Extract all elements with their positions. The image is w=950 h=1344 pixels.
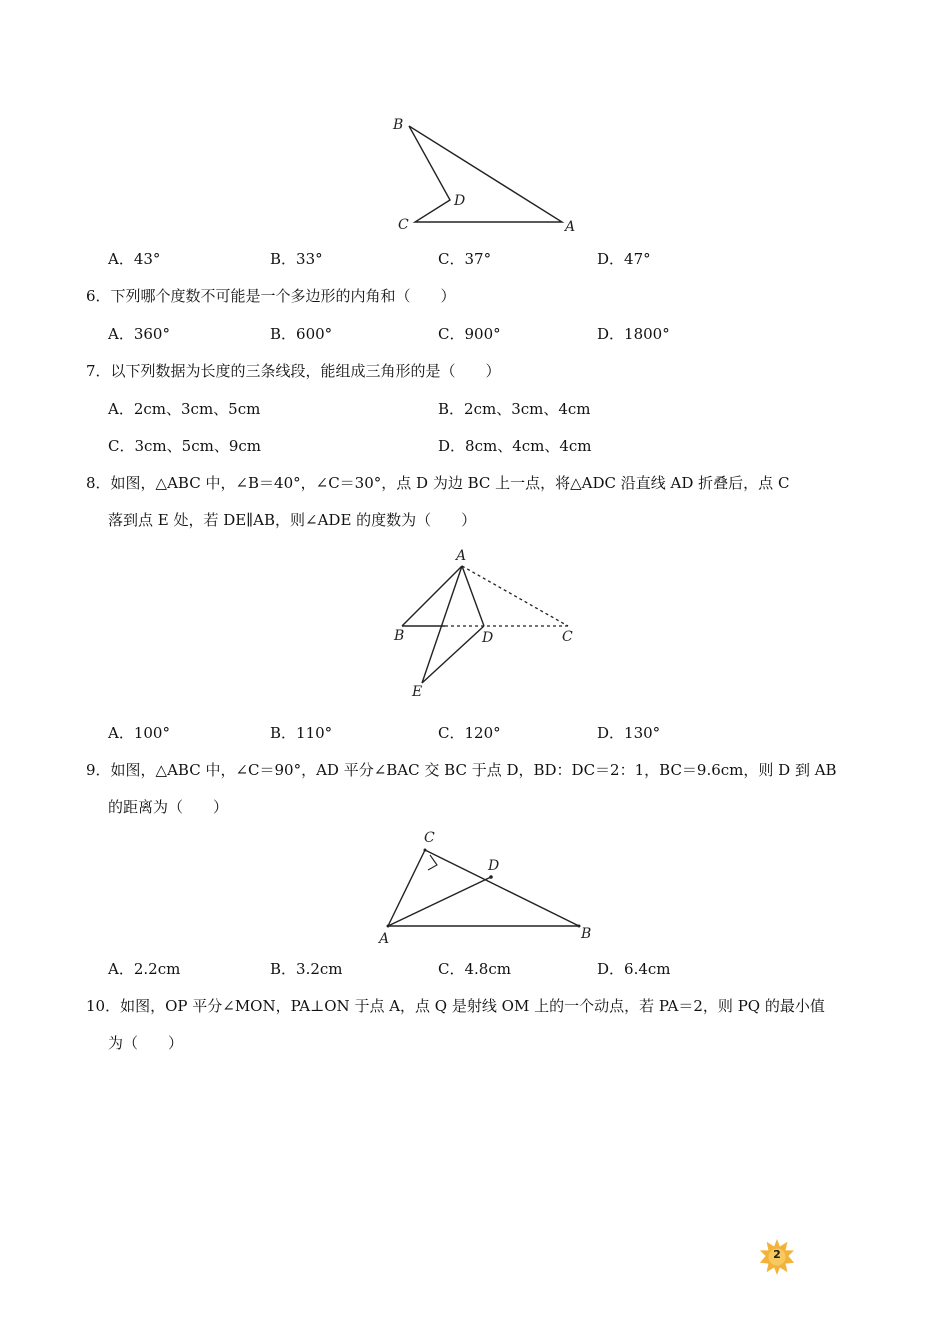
q8-label-b: B xyxy=(394,628,405,644)
q8-figure xyxy=(390,548,590,698)
q5-option-a: A．43° xyxy=(108,250,161,268)
q8-label-a: A xyxy=(456,548,467,564)
q9-stem-line1: 9．如图，△ABC 中，∠C＝90°，AD 平分∠BAC 交 BC 于点 D，BD：DC＝2：1，BC＝9.6cm，则 D 到 AB xyxy=(86,761,837,779)
q6-stem: 6．下列哪个度数不可能是一个多边形的内角和（ ） xyxy=(86,287,456,305)
q9-label-d: D xyxy=(488,858,500,874)
q7-option-b: B．2cm、3cm、4cm xyxy=(438,400,591,418)
q9-label-c: C xyxy=(424,830,435,846)
q5-label-c: C xyxy=(398,217,409,233)
q8-label-d: D xyxy=(482,630,494,646)
q10-stem-line1: 10．如图，OP 平分∠MON，PA⊥ON 于点 A，点 Q 是射线 OM 上的一个动点，若 PA＝2，则 PQ 的最小值 xyxy=(86,997,825,1015)
q8-stem-line2: 落到点 E 处，若 DE∥AB，则∠ADE 的度数为（ ） xyxy=(108,511,477,529)
q8-label-c: C xyxy=(562,629,573,645)
q6-option-a: A．360° xyxy=(108,325,170,343)
q7-option-a: A．2cm、3cm、5cm xyxy=(108,400,261,418)
q8-option-d: D．130° xyxy=(597,724,661,742)
q8-label-e: E xyxy=(412,684,423,700)
q8-option-b: B．110° xyxy=(270,724,333,742)
q7-stem: 7．以下列数据为长度的三条线段，能组成三角形的是（ ） xyxy=(86,362,501,380)
q9-label-b: B xyxy=(581,926,592,942)
q9-option-c: C．4.8cm xyxy=(438,960,511,978)
q8-stem-line1: 8．如图，△ABC 中，∠B＝40°，∠C＝30°，点 D 为边 BC 上一点，将△ADC 沿直线 AD 折叠后，点 C xyxy=(86,474,790,492)
q5-figure xyxy=(385,112,585,242)
q5-option-d: D．47° xyxy=(597,250,651,268)
q7-option-c: C．3cm、5cm、9cm xyxy=(108,437,261,455)
q9-figure xyxy=(372,826,612,946)
page-number: 2 xyxy=(773,1248,781,1261)
q9-label-a: A xyxy=(379,931,390,947)
q6-option-d: D．1800° xyxy=(597,325,670,343)
q5-label-d: D xyxy=(454,193,466,209)
q9-option-b: B．3.2cm xyxy=(270,960,343,978)
q6-option-c: C．900° xyxy=(438,325,501,343)
q5-label-b: B xyxy=(393,117,404,133)
q5-option-b: B．33° xyxy=(270,250,323,268)
q5-label-a: A xyxy=(565,219,576,235)
q5-option-c: C．37° xyxy=(438,250,492,268)
q7-option-d: D．8cm、4cm、4cm xyxy=(438,437,592,455)
q8-option-a: A．100° xyxy=(108,724,170,742)
q9-option-a: A．2.2cm xyxy=(108,960,181,978)
q10-stem-line2: 为（ ） xyxy=(108,1034,184,1052)
q9-option-d: D．6.4cm xyxy=(597,960,671,978)
q9-stem-line2: 的距离为（ ） xyxy=(108,798,229,816)
q8-option-c: C．120° xyxy=(438,724,501,742)
q6-option-b: B．600° xyxy=(270,325,333,343)
